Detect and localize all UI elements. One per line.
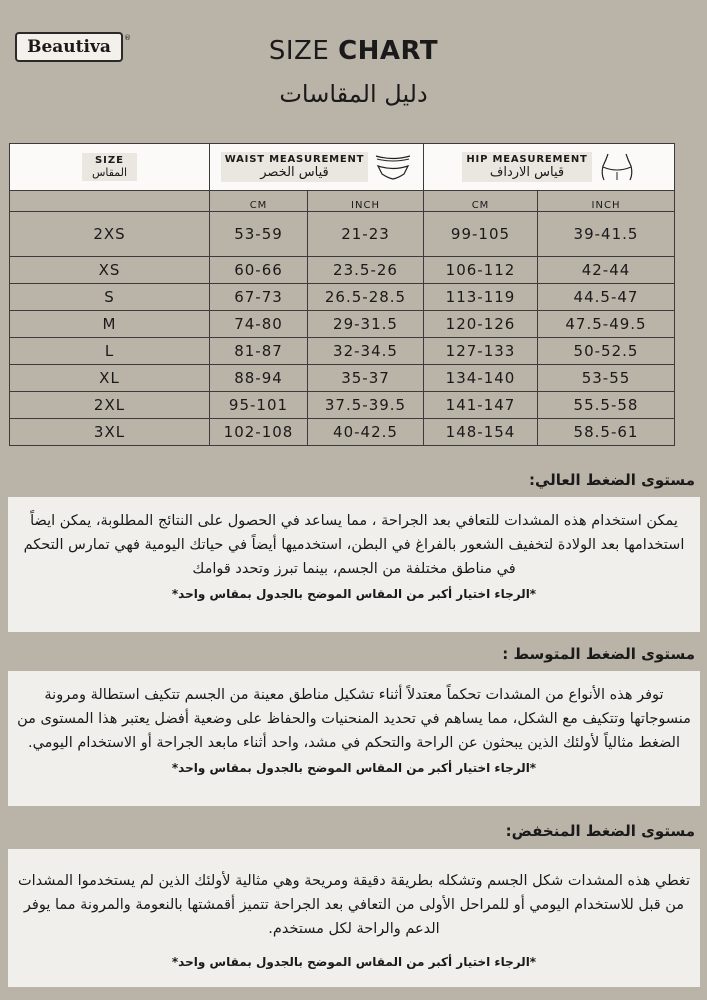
section-note-medium: *الرجاء اختيار أكبر من المقاس الموضح بالجدول بمقاس واحد* <box>171 761 537 775</box>
page-title-en <box>0 36 707 66</box>
table-row <box>10 284 675 311</box>
hip-inch-cell: 42-44 <box>538 257 675 284</box>
waist-inch-cell: 40-42.5 <box>308 419 424 446</box>
section-note-high: *الرجاء اختيار أكبر من المقاس الموضح بالجدول بمقاس واحد* <box>171 587 537 601</box>
registered-mark: ® <box>124 34 131 42</box>
brand-logo: Beautiva <box>15 32 123 62</box>
section-text-low: تغطي هذه المشدات شكل الجسم وتشكله بطريقة دقيقة ومريحة وهي مثالية لأولئك الذين لم يستخدموا المشدات من قبل للاستخدام اليومي أو للمراحل الأولى من التعافي بعد الجراحة تتميز أقمشتها بالنعومة والمرونة مما يوفر الدعم والراحة لكل مستخدم. <box>17 873 691 937</box>
waist-cm-cell: 74-80 <box>210 311 308 338</box>
hip-inch-cell: 58.5-61 <box>538 419 675 446</box>
unit-waist-cm: CM <box>210 191 308 212</box>
waist-cm-cell: 67-73 <box>210 284 308 311</box>
size-cell: S <box>10 284 210 311</box>
size-table <box>9 143 675 446</box>
waist-cm-cell: 102-108 <box>210 419 308 446</box>
waist-inch-cell: 23.5-26 <box>308 257 424 284</box>
waist-cm-cell: 81-87 <box>210 338 308 365</box>
table-row <box>10 257 675 284</box>
section-panel-medium <box>8 671 700 806</box>
unit-waist-inch: INCH <box>308 191 424 212</box>
size-cell: XS <box>10 257 210 284</box>
units-row <box>10 191 675 212</box>
size-header-en: SIZE <box>94 155 124 166</box>
waist-inch-cell: 32-34.5 <box>308 338 424 365</box>
hip-header-en: HIP MEASUREMENT <box>466 154 588 165</box>
page-title-ar: دليل المقاسات <box>279 80 428 108</box>
size-cell: XL <box>10 365 210 392</box>
hip-cm-cell: 99-105 <box>424 212 538 257</box>
size-cell: L <box>10 338 210 365</box>
hip-cm-cell: 120-126 <box>424 311 538 338</box>
size-header-cell <box>10 144 210 191</box>
hip-inch-cell: 47.5-49.5 <box>538 311 675 338</box>
hip-inch-cell: 39-41.5 <box>538 212 675 257</box>
table-row <box>10 365 675 392</box>
title-bold: CHART <box>338 36 439 66</box>
unit-hip-cm: CM <box>424 191 538 212</box>
hip-cm-cell: 113-119 <box>424 284 538 311</box>
size-cell: 2XS <box>10 212 210 257</box>
hip-inch-cell: 55.5-58 <box>538 392 675 419</box>
waist-body-icon <box>374 152 412 182</box>
hip-cm-cell: 106-112 <box>424 257 538 284</box>
hip-cm-cell: 134-140 <box>424 365 538 392</box>
size-cell: 2XL <box>10 392 210 419</box>
hip-body-icon <box>598 152 636 182</box>
hip-inch-cell: 53-55 <box>538 365 675 392</box>
table-row <box>10 338 675 365</box>
size-cell: 3XL <box>10 419 210 446</box>
hip-cm-cell: 148-154 <box>424 419 538 446</box>
unit-hip-inch: INCH <box>538 191 675 212</box>
section-title-medium: مستوى الضغط المتوسط : <box>502 645 695 663</box>
section-title-high: مستوى الضغط العالي: <box>528 471 695 489</box>
waist-inch-cell: 26.5-28.5 <box>308 284 424 311</box>
section-title-low: مستوى الضغط المنخفض: <box>505 822 695 840</box>
section-text-high: يمكن استخدام هذه المشدات للتعافي بعد الجراحة ، مما يساعد في الحصول على النتائج المطلوبة، يمكن ايضاً استخدامها بعد الولادة لتخفيف الشعور بالفراغ في البطن، استخدميها أيضاً في حياتك اليومية فهي تمارس التحكم في مناطق مختلفة من الجسم، بينما تبرز وتحدد قوامك <box>23 513 685 577</box>
hip-cm-cell: 141-147 <box>424 392 538 419</box>
table-row <box>10 419 675 446</box>
section-panel-high <box>8 497 700 632</box>
waist-cm-cell: 53-59 <box>210 212 308 257</box>
hip-inch-cell: 50-52.5 <box>538 338 675 365</box>
size-rows <box>10 212 675 446</box>
waist-header-cell <box>210 144 424 191</box>
waist-inch-cell: 21-23 <box>308 212 424 257</box>
section-note-low: *الرجاء اختيار أكبر من المقاس الموضح بالجدول بمقاس واحد* <box>171 955 537 969</box>
size-cell: M <box>10 311 210 338</box>
waist-cm-cell: 88-94 <box>210 365 308 392</box>
table-header-row <box>10 144 675 191</box>
hip-header-cell <box>424 144 675 191</box>
section-text-medium: توفر هذه الأنواع من المشدات تحكماً معتدلاً أثناء تشكيل مناطق معينة من الجسم تتكيف استطالة ومرونة منسوجاتها وتتكيف مع الشكل، مما يساهم في تحديد المنحنيات والحفاظ على وضعية أفضل يعتبر هذا المستوى من الضغط مثالياً لأولئك الذين يبحثون عن الراحة والتحكم في مشد، واحد أثناء مابعد الجراحة أو الاستخدام اليومي. <box>17 687 691 751</box>
hip-inch-cell: 44.5-47 <box>538 284 675 311</box>
waist-cm-cell: 60-66 <box>210 257 308 284</box>
table-row <box>10 392 675 419</box>
waist-header-en: WAIST MEASUREMENT <box>224 154 365 165</box>
hip-cm-cell: 127-133 <box>424 338 538 365</box>
title-light: SIZE <box>268 36 330 66</box>
waist-inch-cell: 35-37 <box>308 365 424 392</box>
waist-header-ar: قياس الخصر <box>260 165 329 180</box>
hip-header-ar: قياس الارداف <box>489 165 565 180</box>
waist-inch-cell: 29-31.5 <box>308 311 424 338</box>
waist-cm-cell: 95-101 <box>210 392 308 419</box>
table-row <box>10 311 675 338</box>
unit-cell-blank <box>10 191 210 212</box>
table-row <box>10 212 675 257</box>
size-header-ar: المقاس <box>91 166 128 179</box>
section-panel-low <box>8 849 700 987</box>
waist-inch-cell: 37.5-39.5 <box>308 392 424 419</box>
